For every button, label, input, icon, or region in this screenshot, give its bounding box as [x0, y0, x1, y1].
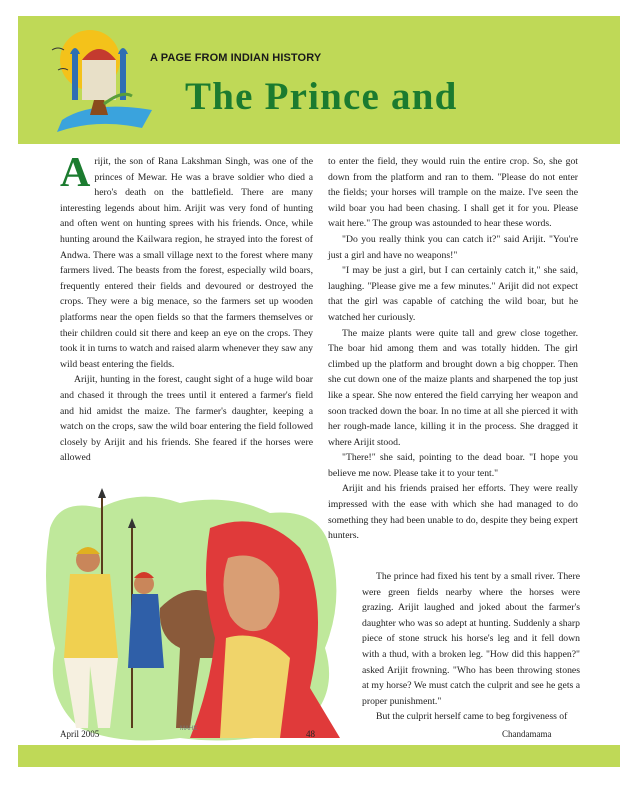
indian-history-logo: [42, 20, 162, 140]
paragraph: The prince had fixed his tent by a small river. There were green fields nearby where the horses were grazing. Arijit laughed and joked about the farmer's daughter who was so adept at hunting. Suddenly a sharp piece of stone struck his horse's leg and it fell down with a thud, with a broken leg. "How did this happen?" asked Arijit frowning. "Who has been throwing stones at my horse? We must catch the culprit and see he gets a proper punishment.": [362, 571, 581, 707]
paragraph: The maize plants were quite tall and grew close together. The boar hid among them and was totally hidden. The girl climbed up the platform and brought down a big chopper. Then she cut down one of the maize plants and sharpened the top just like a spear. She now entered the field carrying her weapon and soon tracked down the boar. In no time at all she pierced it with her rough-made lance, killing it in the process. She dragged it where Arijit stood.: [328, 327, 578, 448]
paragraph: But the culprit herself came to beg forgiveness of: [376, 711, 568, 723]
paragraph: "There!" she said, pointing to the dead boar. "I hope you believe me now. Please take it to your tent.": [328, 452, 578, 479]
section-kicker: A PAGE FROM INDIAN HISTORY: [150, 52, 322, 64]
paragraph: Arijit, hunting in the forest, caught sight of a huge wild boar and chased it through the trees until it entered a farmer's field and hid amidst the maize. The farmer's daughter, keeping a watch on the crops, saw the wild boar entering the field followed closely by Arijit and his friends. She feared if the horses were allowed: [60, 374, 313, 464]
article-right-column: [328, 154, 578, 544]
article-right-lower: [318, 569, 580, 725]
issue-date: April 2005: [60, 729, 100, 739]
footer-band: [18, 745, 620, 767]
drop-cap: A: [60, 154, 91, 196]
paragraph: rijit, the son of Rana Lakshman Singh, was one of the princes of Mewar. He was a brave soldier who died a hero's death on the battlefield. There are many interesting legends about him. Arijit was very fond of hunting and often went on hunting sprees with his friends. Once, while hunting around the Kailwara region, he strayed into the forest of Andwa. There was a small village next to the forest where many farmers lived. The beasts from the forest, especially wild boars, frequently entered their fields and devoured or destroyed the crops. They were a big menace, so the farmers set up wooden platforms near the open fields so that the farmers themselves or their children could sit there and keep an eye on the crops. They took it in turns to watch and raised alarm whenever they saw any wild beast entering the fields.: [60, 156, 313, 370]
paragraph: to enter the field, they would ruin the entire crop. So, she got down from the platform and ran to them. "Please do not enter the fields; your horses will trample on the maize. I've seen the wild boar you had been chasing. I shall get it for you. Please wait here." The group was astounded to hear these words.: [328, 156, 578, 230]
story-illustration: [40, 488, 350, 746]
magazine-name: Chandamama: [502, 729, 552, 739]
page-title: The Prince and: [185, 75, 458, 118]
article-left-column: [60, 154, 313, 490]
paragraph: Arijit and his friends praised her efforts. They were really impressed with the ease with which she had managed to do something they had been unable to do, despite they being expert hunters.: [328, 483, 578, 542]
paragraph: "I may be just a girl, but I can certainly catch it," she said, laughing. "Please give me a few minutes." Arijit did not expect that the girl was capable of catching the wild boar, but he watched her curiously.: [328, 265, 578, 323]
paragraph: "Do you really think you can catch it?" said Arijit. "You're just a girl and have no weapons!": [328, 233, 578, 261]
artist-signature: MAHE: [180, 726, 198, 732]
page-number: 48: [306, 729, 315, 739]
